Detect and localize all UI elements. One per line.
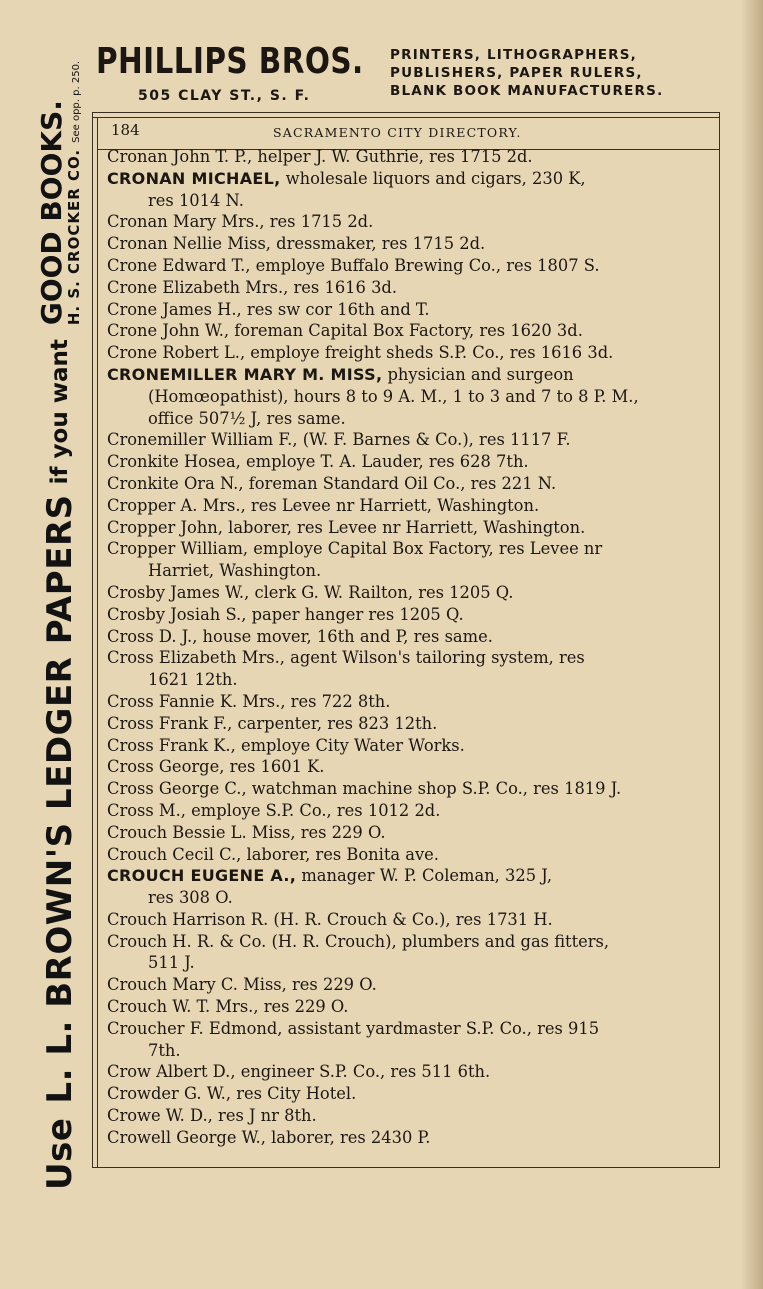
page-number: 184	[111, 121, 140, 139]
entry-name: Cross George,	[107, 757, 225, 777]
entry-details: res City Hotel.	[231, 1084, 357, 1104]
entry-details: res 229 O.	[295, 822, 386, 842]
header-service-line: PRINTERS, LITHOGRAPHERS,	[390, 47, 637, 63]
entry-details: laborer, res Bonita ave.	[241, 844, 439, 864]
directory-entry	[107, 211, 710, 233]
directory-entry	[107, 277, 710, 299]
header-service-line: BLANK BOOK MANUFACTURERS.	[390, 83, 664, 99]
entry-continuation: (Homœopathist), hours 8 to 9 A. M., 1 to 3 and 7 to 8 P. M.,	[148, 386, 639, 406]
directory-entry	[107, 538, 710, 582]
directory-entry	[107, 996, 710, 1018]
entry-details: manager W. P. Coleman, 325 J,	[296, 866, 553, 886]
entry-name: Crosby James W.,	[107, 582, 250, 602]
entry-name: Cronan Nellie Miss,	[107, 234, 271, 254]
header-address: 505 CLAY ST., S. F.	[138, 88, 311, 104]
directory-entry	[107, 691, 710, 713]
entry-continuation: 1621 12th.	[148, 670, 238, 690]
entry-details: employe Capital Box Factory, res Levee nr	[248, 539, 603, 559]
entry-details: res Levee nr Harriett, Washington.	[245, 495, 540, 515]
header-left	[96, 42, 422, 82]
entry-details: dressmaker, res 1715 2d.	[270, 234, 486, 254]
entry-name: Crone John W.,	[107, 321, 230, 341]
directory-entry	[107, 778, 710, 800]
directory-entry	[107, 713, 710, 735]
entry-name: Crowe W. D.,	[107, 1106, 213, 1126]
entry-details: watchman machine shop S.P. Co., res 1819 J.	[246, 779, 622, 799]
entry-details: res sw cor 16th and T.	[241, 299, 430, 319]
entry-name: Cronkite Ora N.,	[107, 473, 244, 493]
directory-entry	[107, 582, 710, 604]
entry-details: employe T. A. Lauder, res 628 7th.	[240, 452, 529, 472]
directory-entry	[107, 342, 710, 364]
directory-entry	[107, 1105, 710, 1127]
entry-details: res J nr 8th.	[212, 1106, 317, 1126]
entry-details: laborer, res 2430 P.	[265, 1127, 431, 1147]
entry-continuation: office 507½ J, res same.	[148, 408, 346, 428]
entry-continuation: Harriet, Washington.	[148, 561, 322, 581]
entry-details: res 229 O.	[286, 975, 377, 995]
side-ad-crocker-name: H. S. CROCKER CO.	[64, 148, 83, 326]
directory-entries	[107, 146, 710, 1149]
entry-details: employe City Water Works.	[235, 735, 465, 755]
header-service-line: PUBLISHERS, PAPER RULERS,	[390, 65, 643, 81]
entry-name: Crowder G. W.,	[107, 1084, 232, 1104]
entry-name: Cross D. J.,	[107, 626, 198, 646]
frame-rule	[93, 117, 719, 118]
directory-entry	[107, 756, 710, 778]
entry-name: Cross Elizabeth Mrs.,	[107, 648, 285, 668]
directory-entry	[107, 146, 710, 168]
directory-entry	[107, 473, 710, 495]
entry-details: foreman Capital Box Factory, res 1620 3d.	[229, 321, 583, 341]
entry-details: (H. R. Crouch & Co.), res 1731 H.	[268, 909, 553, 929]
entry-name: Crowell George W.,	[107, 1127, 266, 1147]
header-advertisement	[92, 42, 722, 112]
entry-name: Crouch H. R. & Co.	[107, 931, 267, 951]
entry-name: Cropper William,	[107, 539, 249, 559]
entry-details: agent Wilson's tailoring system, res	[284, 648, 585, 668]
entry-details: laborer, res Levee nr Harriett, Washington.	[222, 517, 586, 537]
entry-name: Cross Fannie K. Mrs.,	[107, 691, 286, 711]
directory-entry	[107, 1061, 710, 1083]
entry-details: employe freight sheds S.P. Co., res 1616 3d.	[245, 343, 614, 363]
side-ad-brand: L. L. BROWN'S LEDGER PAPERS	[40, 494, 80, 1104]
directory-entry	[107, 822, 710, 844]
entry-details: wholesale liquors and cigars, 230 K,	[280, 168, 586, 188]
entry-name: Cross Frank K.,	[107, 735, 236, 755]
side-ad-crocker	[64, 60, 83, 326]
entry-name: Cross George C.,	[107, 779, 247, 799]
directory-entry	[107, 604, 710, 626]
side-ad-see-opp: See opp. p. 250.	[70, 60, 82, 143]
directory-entry	[107, 495, 710, 517]
entry-name: CROUCH EUGENE A.,	[107, 866, 297, 886]
directory-entry	[107, 517, 710, 539]
directory-entry	[107, 909, 710, 931]
directory-entry	[107, 364, 710, 429]
entry-name: Croucher F. Edmond,	[107, 1018, 283, 1038]
directory-entry	[107, 451, 710, 473]
entry-name: Crone Elizabeth Mrs.,	[107, 277, 289, 297]
entry-name: Crosby Josiah S.,	[107, 604, 247, 624]
entry-continuation: res 308 O.	[148, 888, 233, 908]
side-ad-good-books: GOOD BOOKS.	[35, 100, 69, 326]
directory-entry	[107, 1018, 710, 1062]
side-ad-if-you-want: if you want	[47, 339, 73, 485]
directory-entry	[107, 255, 710, 277]
entry-name: Crouch Mary C. Miss,	[107, 975, 287, 995]
side-ad-stack	[37, 61, 82, 325]
entry-name: CRONAN MICHAEL,	[107, 168, 281, 188]
directory-entry	[107, 233, 710, 255]
directory-entry	[107, 299, 710, 321]
entry-name: Cross Frank F.,	[107, 713, 233, 733]
entry-continuation: 511 J.	[148, 953, 195, 973]
entry-name: Cronemiller William F.,	[107, 430, 298, 450]
entry-details: res 1601 K.	[224, 757, 325, 777]
directory-entry	[107, 800, 710, 822]
running-head: SACRAMENTO CITY DIRECTORY.	[273, 125, 522, 140]
entry-name: Cronan John T. P.,	[107, 147, 253, 166]
frame-rule	[97, 117, 98, 1167]
entry-details: helper J. W. Guthrie, res 1715 2d.	[252, 147, 533, 166]
directory-entry	[107, 844, 710, 866]
entry-details: employe Buffalo Brewing Co., res 1807 S.	[250, 255, 600, 275]
side-ad-use: Use	[40, 1117, 80, 1190]
entry-details: res 229 O.	[258, 997, 349, 1017]
entry-name: Crow Albert D.,	[107, 1062, 236, 1082]
entry-name: Crouch Harrison R.	[107, 909, 269, 929]
directory-entry	[107, 974, 710, 996]
entry-name: CRONEMILLER MARY M. MISS,	[107, 364, 383, 384]
entry-name: Crone James H.,	[107, 299, 242, 319]
directory-entry	[107, 168, 710, 212]
entry-details: foreman Standard Oil Co., res 221 N.	[243, 473, 557, 493]
entry-name: Crone Edward T.,	[107, 255, 251, 275]
entry-continuation: res 1014 N.	[148, 190, 244, 210]
side-ad-text	[30, 60, 90, 1190]
entry-details: res 722 8th.	[285, 691, 391, 711]
entry-details: res 1715 2d.	[264, 212, 374, 232]
entry-details: employe S.P. Co., res 1012 2d.	[185, 800, 441, 820]
directory-entry	[107, 647, 710, 691]
directory-entry	[107, 1127, 710, 1149]
header-company-name: PHILLIPS BROS.	[96, 41, 364, 82]
entry-details: carpenter, res 823 12th.	[232, 713, 438, 733]
entry-name: Crouch Bessie L. Miss,	[107, 822, 296, 842]
entry-details: (H. R. Crouch), plumbers and gas fitters,	[266, 931, 610, 951]
entry-name: Crone Robert L.,	[107, 343, 246, 363]
entry-details: house mover, 16th and P, res same.	[197, 626, 493, 646]
directory-entry	[107, 429, 710, 451]
directory-entry	[107, 626, 710, 648]
entry-details: assistant yardmaster S.P. Co., res 915	[282, 1018, 600, 1038]
entry-name: Crouch W. T. Mrs.,	[107, 997, 259, 1017]
entry-name: Cross M.,	[107, 800, 186, 820]
directory-entry	[107, 931, 710, 975]
entry-details: paper hanger res 1205 Q.	[246, 604, 464, 624]
entry-details: engineer S.P. Co., res 511 6th.	[235, 1062, 491, 1082]
directory-entry	[107, 865, 710, 909]
entry-details: physician and surgeon	[382, 364, 574, 384]
directory-entry	[107, 320, 710, 342]
directory-entry	[107, 735, 710, 757]
side-advertisement	[0, 0, 95, 1289]
entry-name: Crouch Cecil C.,	[107, 844, 242, 864]
page-edge-shadow	[741, 0, 763, 1289]
entry-details: res 1616 3d.	[288, 277, 398, 297]
header-services	[390, 46, 663, 100]
entry-name: Cropper A. Mrs.,	[107, 495, 246, 515]
entry-continuation: 7th.	[148, 1040, 181, 1060]
directory-entry	[107, 1083, 710, 1105]
entry-details: (W. F. Barnes & Co.), res 1117 F.	[297, 430, 571, 450]
entry-name: Cropper John,	[107, 517, 223, 537]
entry-name: Cronan Mary Mrs.,	[107, 212, 265, 232]
entry-name: Cronkite Hosea,	[107, 452, 241, 472]
entry-details: clerk G. W. Railton, res 1205 Q.	[249, 582, 514, 602]
